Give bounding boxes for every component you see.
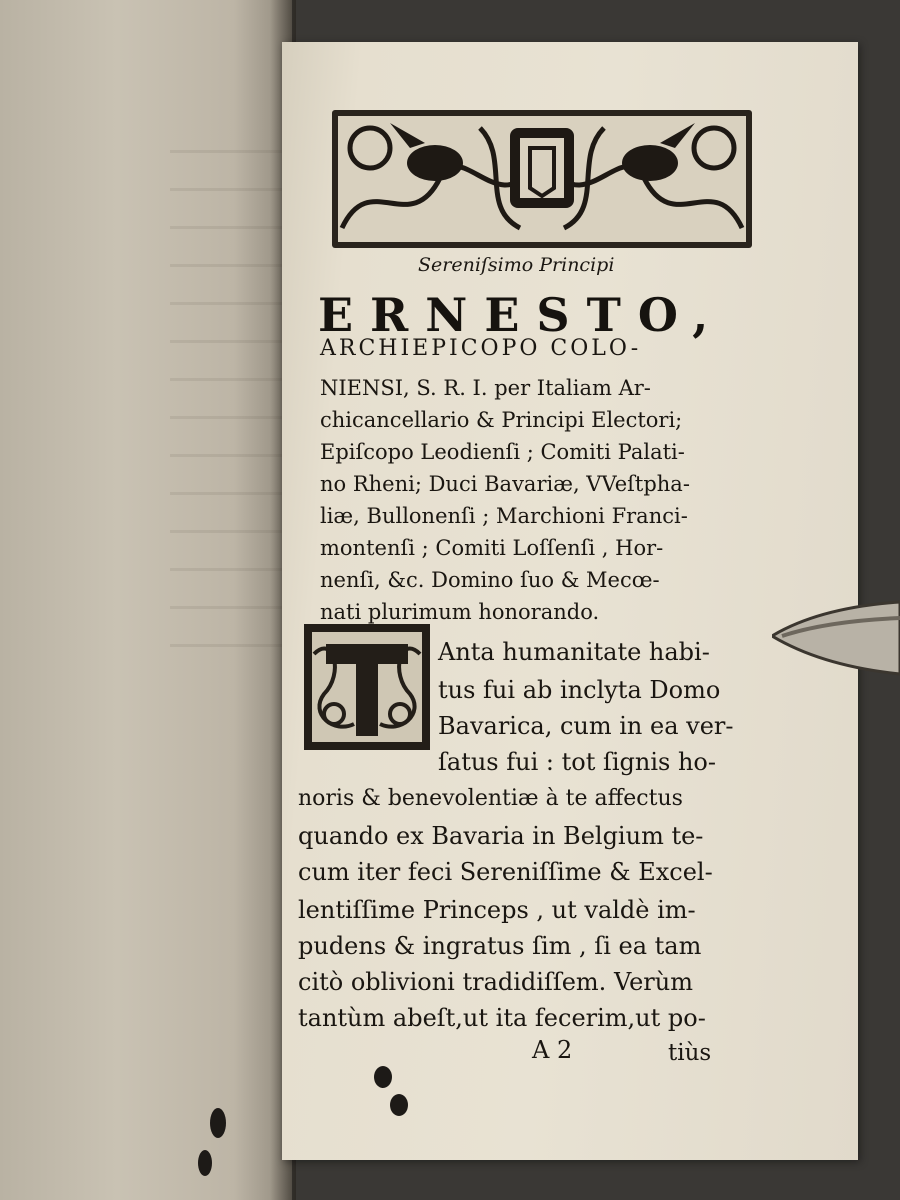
worm-hole — [390, 1094, 408, 1116]
woodcut-headpiece — [330, 108, 754, 250]
title-line: montenſi ; Comiti Loſſenſi , Hor- — [320, 536, 664, 560]
text-line: Anta humanitate habi- — [438, 638, 710, 666]
text-line: Bavarica, cum in ea ver- — [438, 712, 734, 740]
title-line: ARCHIEPICOPO COLO- — [320, 336, 642, 361]
worm-hole — [374, 1066, 392, 1088]
text-line: pudens & ingratus ſim , ſi ea tam — [298, 932, 702, 960]
title-line: Epiſcopo Leodienſi ; Comiti Palati- — [320, 440, 685, 464]
title-line: NIENSI, S. R. I. per Italiam Ar- — [320, 376, 651, 400]
text-line: tus fui ab inclyta Domo — [438, 676, 721, 704]
dedication-salutation: Sereniſsimo Principi — [418, 254, 615, 276]
decorated-initial-T — [304, 624, 430, 750]
text-line: tantùm abeſt,ut ita fecerim,ut po- — [298, 1004, 706, 1032]
text-line: ſatus fui : tot ſignis ho- — [438, 748, 716, 776]
text-line: citò oblivioni tradidiſſem. Verùm — [298, 968, 693, 996]
page-pointer-object — [772, 598, 900, 678]
title-line: nenſi, &c. Domino ſuo & Mecœ- — [320, 568, 660, 592]
worm-hole — [210, 1108, 226, 1138]
worm-hole — [198, 1150, 212, 1176]
text-line: lentiſſime Princeps , ut valdè im- — [298, 896, 696, 924]
text-line: noris & benevolentiæ à te affectus — [298, 786, 683, 811]
title-line: liæ, Bullonenſi ; Marchioni Franci- — [320, 504, 688, 528]
title-line: chicancellario & Principi Electori; — [320, 408, 683, 432]
text-line: cum iter feci Sereniſſime & Excel- — [298, 858, 713, 886]
title-line: nati plurimum honorando. — [320, 600, 600, 624]
text-line: quando ex Bavaria in Belgium te- — [298, 822, 704, 850]
signature-mark: A 2 — [532, 1036, 573, 1064]
dedicatee-name: ERNESTO, — [318, 288, 726, 342]
catchword: tiùs — [668, 1040, 712, 1066]
title-line: no Rheni; Duci Bavariæ, VVeſtpha- — [320, 472, 690, 496]
left-page — [0, 0, 292, 1200]
